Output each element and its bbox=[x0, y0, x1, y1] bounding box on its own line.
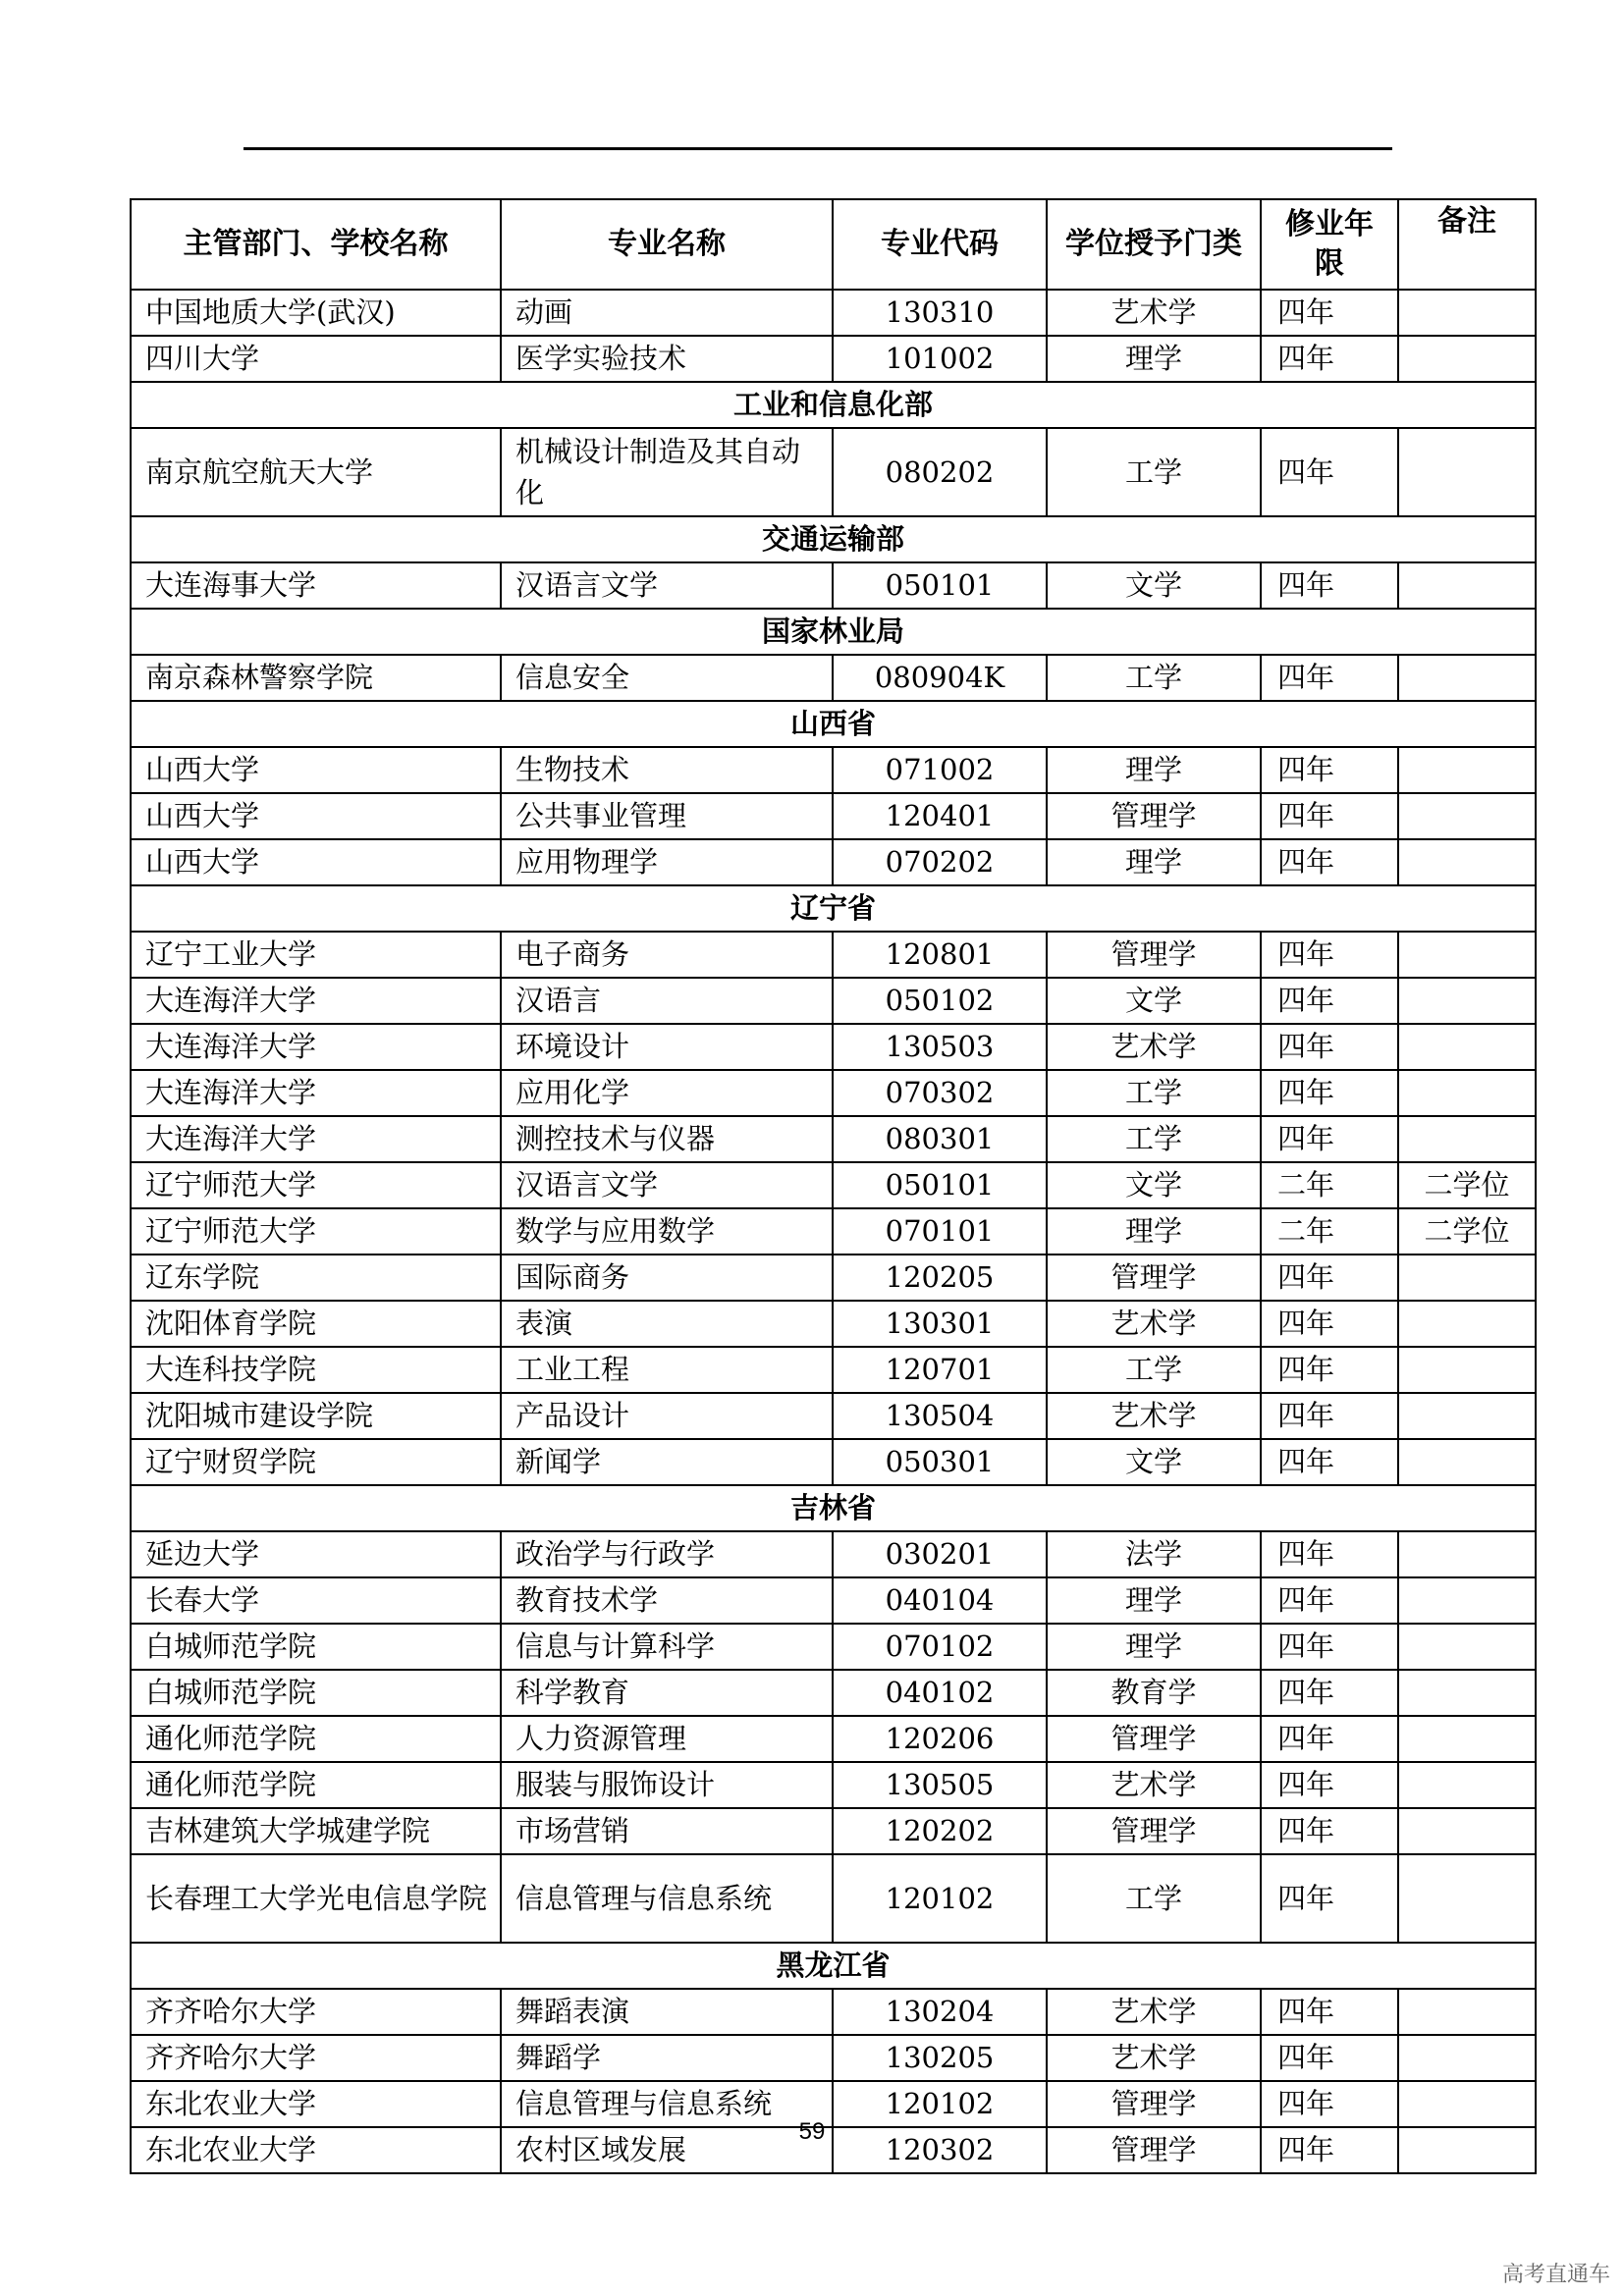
table-row bbox=[131, 2035, 1536, 2081]
table-row bbox=[131, 1670, 1536, 1716]
cell-school: 齐齐哈尔大学 bbox=[131, 1989, 501, 2035]
cell-major: 数学与应用数学 bbox=[501, 1208, 833, 1255]
cell-years: 四年 bbox=[1261, 1347, 1398, 1393]
cell-degree: 管理学 bbox=[1047, 1255, 1261, 1301]
cell-degree: 艺术学 bbox=[1047, 1393, 1261, 1439]
cell-note bbox=[1398, 290, 1536, 336]
cell-years: 四年 bbox=[1261, 747, 1398, 793]
cell-school: 长春理工大学光电信息学院 bbox=[131, 1854, 501, 1943]
cell-school: 延边大学 bbox=[131, 1531, 501, 1577]
cell-years: 四年 bbox=[1261, 1439, 1398, 1485]
cell-school: 辽东学院 bbox=[131, 1255, 501, 1301]
table-row bbox=[131, 1116, 1536, 1162]
cell-years: 四年 bbox=[1261, 1255, 1398, 1301]
cell-school: 通化师范学院 bbox=[131, 1716, 501, 1762]
section-title: 国家林业局 bbox=[131, 609, 1536, 655]
header-code: 专业代码 bbox=[833, 199, 1047, 290]
table-header-row bbox=[131, 199, 1536, 290]
cell-degree: 理学 bbox=[1047, 839, 1261, 885]
cell-years: 四年 bbox=[1261, 1670, 1398, 1716]
cell-years: 四年 bbox=[1261, 1762, 1398, 1808]
cell-years: 四年 bbox=[1261, 1808, 1398, 1854]
cell-code: 120205 bbox=[833, 1255, 1047, 1301]
cell-degree: 工学 bbox=[1047, 1070, 1261, 1116]
section-row bbox=[131, 382, 1536, 428]
cell-years: 四年 bbox=[1261, 2035, 1398, 2081]
cell-degree: 艺术学 bbox=[1047, 1762, 1261, 1808]
cell-major: 汉语言文学 bbox=[501, 562, 833, 609]
section-row bbox=[131, 609, 1536, 655]
cell-major: 汉语言 bbox=[501, 978, 833, 1024]
section-title: 工业和信息化部 bbox=[131, 382, 1536, 428]
section-title: 黑龙江省 bbox=[131, 1943, 1536, 1989]
cell-code: 120206 bbox=[833, 1716, 1047, 1762]
cell-school: 大连海洋大学 bbox=[131, 1070, 501, 1116]
cell-degree: 理学 bbox=[1047, 336, 1261, 382]
cell-degree: 理学 bbox=[1047, 747, 1261, 793]
watermark: 高考直通车 bbox=[1501, 2263, 1610, 2287]
section-row bbox=[131, 701, 1536, 747]
cell-school: 辽宁师范大学 bbox=[131, 1162, 501, 1208]
cell-note bbox=[1398, 562, 1536, 609]
cell-school: 山西大学 bbox=[131, 839, 501, 885]
cell-note bbox=[1398, 1116, 1536, 1162]
cell-note bbox=[1398, 1854, 1536, 1943]
cell-years: 四年 bbox=[1261, 1024, 1398, 1070]
table-row bbox=[131, 290, 1536, 336]
section-title: 山西省 bbox=[131, 701, 1536, 747]
cell-school: 长春大学 bbox=[131, 1577, 501, 1624]
cell-years: 四年 bbox=[1261, 1989, 1398, 2035]
cell-major: 动画 bbox=[501, 290, 833, 336]
cell-code: 070202 bbox=[833, 839, 1047, 885]
cell-code: 130504 bbox=[833, 1393, 1047, 1439]
cell-years: 四年 bbox=[1261, 290, 1398, 336]
cell-code: 040104 bbox=[833, 1577, 1047, 1624]
cell-school: 东北农业大学 bbox=[131, 2127, 501, 2173]
cell-major: 表演 bbox=[501, 1301, 833, 1347]
cell-note bbox=[1398, 336, 1536, 382]
section-title: 交通运输部 bbox=[131, 516, 1536, 562]
cell-note bbox=[1398, 1393, 1536, 1439]
header-note: 备注 bbox=[1398, 199, 1536, 290]
table-row bbox=[131, 655, 1536, 701]
cell-note bbox=[1398, 1024, 1536, 1070]
cell-major: 公共事业管理 bbox=[501, 793, 833, 839]
cell-degree: 文学 bbox=[1047, 1439, 1261, 1485]
cell-years: 四年 bbox=[1261, 2081, 1398, 2127]
cell-note bbox=[1398, 428, 1536, 516]
cell-note bbox=[1398, 1255, 1536, 1301]
cell-school: 东北农业大学 bbox=[131, 2081, 501, 2127]
cell-years: 四年 bbox=[1261, 562, 1398, 609]
cell-major: 应用物理学 bbox=[501, 839, 833, 885]
cell-major: 服装与服饰设计 bbox=[501, 1762, 833, 1808]
cell-years: 四年 bbox=[1261, 793, 1398, 839]
cell-code: 030201 bbox=[833, 1531, 1047, 1577]
cell-school: 南京森林警察学院 bbox=[131, 655, 501, 701]
cell-note bbox=[1398, 1989, 1536, 2035]
header-major: 专业名称 bbox=[501, 199, 833, 290]
cell-years: 四年 bbox=[1261, 932, 1398, 978]
cell-years: 四年 bbox=[1261, 655, 1398, 701]
cell-major: 信息安全 bbox=[501, 655, 833, 701]
cell-school: 齐齐哈尔大学 bbox=[131, 2035, 501, 2081]
cell-major: 医学实验技术 bbox=[501, 336, 833, 382]
cell-note bbox=[1398, 1439, 1536, 1485]
cell-degree: 工学 bbox=[1047, 1347, 1261, 1393]
cell-degree: 文学 bbox=[1047, 1162, 1261, 1208]
table-row bbox=[131, 1162, 1536, 1208]
cell-note bbox=[1398, 978, 1536, 1024]
section-row bbox=[131, 516, 1536, 562]
cell-school: 辽宁财贸学院 bbox=[131, 1439, 501, 1485]
cell-major: 生物技术 bbox=[501, 747, 833, 793]
table-row bbox=[131, 1577, 1536, 1624]
cell-code: 070102 bbox=[833, 1624, 1047, 1670]
cell-years: 四年 bbox=[1261, 1393, 1398, 1439]
cell-years: 二年 bbox=[1261, 1208, 1398, 1255]
cell-major: 新闻学 bbox=[501, 1439, 833, 1485]
table-row bbox=[131, 839, 1536, 885]
cell-degree: 教育学 bbox=[1047, 1670, 1261, 1716]
cell-note bbox=[1398, 655, 1536, 701]
cell-years: 四年 bbox=[1261, 1624, 1398, 1670]
cell-school: 中国地质大学(武汉) bbox=[131, 290, 501, 336]
cell-major: 政治学与行政学 bbox=[501, 1531, 833, 1577]
cell-degree: 管理学 bbox=[1047, 932, 1261, 978]
cell-major: 测控技术与仪器 bbox=[501, 1116, 833, 1162]
section-row bbox=[131, 1485, 1536, 1531]
section-row bbox=[131, 1943, 1536, 1989]
cell-years: 四年 bbox=[1261, 2127, 1398, 2173]
cell-note: 二学位 bbox=[1398, 1162, 1536, 1208]
table-row bbox=[131, 1439, 1536, 1485]
cell-school: 大连海洋大学 bbox=[131, 1024, 501, 1070]
cell-note bbox=[1398, 1716, 1536, 1762]
table-row bbox=[131, 1393, 1536, 1439]
cell-note bbox=[1398, 1531, 1536, 1577]
cell-note: 二学位 bbox=[1398, 1208, 1536, 1255]
cell-note bbox=[1398, 1577, 1536, 1624]
cell-code: 120701 bbox=[833, 1347, 1047, 1393]
cell-degree: 艺术学 bbox=[1047, 1989, 1261, 2035]
section-title: 吉林省 bbox=[131, 1485, 1536, 1531]
cell-school: 白城师范学院 bbox=[131, 1624, 501, 1670]
table-row bbox=[131, 1531, 1536, 1577]
cell-code: 080904K bbox=[833, 655, 1047, 701]
cell-degree: 管理学 bbox=[1047, 2127, 1261, 2173]
cell-code: 101002 bbox=[833, 336, 1047, 382]
cell-school: 南京航空航天大学 bbox=[131, 428, 501, 516]
cell-major: 人力资源管理 bbox=[501, 1716, 833, 1762]
table-row bbox=[131, 1624, 1536, 1670]
cell-note bbox=[1398, 747, 1536, 793]
major-table bbox=[130, 198, 1535, 2174]
cell-degree: 艺术学 bbox=[1047, 290, 1261, 336]
cell-degree: 理学 bbox=[1047, 1577, 1261, 1624]
table-row bbox=[131, 1716, 1536, 1762]
cell-major: 市场营销 bbox=[501, 1808, 833, 1854]
cell-degree: 工学 bbox=[1047, 1116, 1261, 1162]
cell-note bbox=[1398, 2035, 1536, 2081]
cell-school: 大连科技学院 bbox=[131, 1347, 501, 1393]
cell-note bbox=[1398, 932, 1536, 978]
cell-code: 120401 bbox=[833, 793, 1047, 839]
table-row bbox=[131, 1301, 1536, 1347]
header-school: 主管部门、学校名称 bbox=[131, 199, 501, 290]
header-degree: 学位授予门类 bbox=[1047, 199, 1261, 290]
table-row bbox=[131, 1808, 1536, 1854]
cell-degree: 管理学 bbox=[1047, 1808, 1261, 1854]
cell-major: 农村区域发展 bbox=[501, 2127, 833, 2173]
table-row bbox=[131, 428, 1536, 516]
cell-major: 机械设计制造及其自动化 bbox=[501, 428, 833, 516]
cell-degree: 工学 bbox=[1047, 428, 1261, 516]
cell-degree: 工学 bbox=[1047, 1854, 1261, 1943]
cell-code: 040102 bbox=[833, 1670, 1047, 1716]
cell-code: 120102 bbox=[833, 1854, 1047, 1943]
cell-code: 070101 bbox=[833, 1208, 1047, 1255]
cell-years: 四年 bbox=[1261, 1116, 1398, 1162]
cell-years: 四年 bbox=[1261, 1070, 1398, 1116]
cell-degree: 管理学 bbox=[1047, 1716, 1261, 1762]
cell-code: 070302 bbox=[833, 1070, 1047, 1116]
cell-major: 舞蹈表演 bbox=[501, 1989, 833, 2035]
cell-degree: 艺术学 bbox=[1047, 2035, 1261, 2081]
cell-years: 四年 bbox=[1261, 336, 1398, 382]
cell-degree: 法学 bbox=[1047, 1531, 1261, 1577]
cell-major: 信息管理与信息系统 bbox=[501, 1854, 833, 1943]
cell-code: 080202 bbox=[833, 428, 1047, 516]
section-title: 辽宁省 bbox=[131, 885, 1536, 932]
cell-years: 四年 bbox=[1261, 428, 1398, 516]
cell-school: 大连海洋大学 bbox=[131, 1116, 501, 1162]
cell-major: 环境设计 bbox=[501, 1024, 833, 1070]
cell-code: 120102 bbox=[833, 2081, 1047, 2127]
cell-degree: 工学 bbox=[1047, 655, 1261, 701]
cell-degree: 理学 bbox=[1047, 1624, 1261, 1670]
cell-school: 辽宁师范大学 bbox=[131, 1208, 501, 1255]
cell-note bbox=[1398, 1070, 1536, 1116]
cell-school: 大连海洋大学 bbox=[131, 978, 501, 1024]
top-rule bbox=[244, 147, 1392, 150]
cell-note bbox=[1398, 1762, 1536, 1808]
cell-major: 信息与计算科学 bbox=[501, 1624, 833, 1670]
cell-school: 吉林建筑大学城建学院 bbox=[131, 1808, 501, 1854]
header-years: 修业年限 bbox=[1261, 199, 1398, 290]
cell-major: 舞蹈学 bbox=[501, 2035, 833, 2081]
table-row bbox=[131, 336, 1536, 382]
cell-degree: 文学 bbox=[1047, 978, 1261, 1024]
cell-years: 二年 bbox=[1261, 1162, 1398, 1208]
table-row bbox=[131, 562, 1536, 609]
table-row bbox=[131, 1070, 1536, 1116]
cell-school: 白城师范学院 bbox=[131, 1670, 501, 1716]
cell-years: 四年 bbox=[1261, 1531, 1398, 1577]
table-row bbox=[131, 793, 1536, 839]
cell-code: 050301 bbox=[833, 1439, 1047, 1485]
cell-degree: 管理学 bbox=[1047, 2081, 1261, 2127]
cell-school: 辽宁工业大学 bbox=[131, 932, 501, 978]
cell-years: 四年 bbox=[1261, 1854, 1398, 1943]
cell-major: 国际商务 bbox=[501, 1255, 833, 1301]
cell-school: 大连海事大学 bbox=[131, 562, 501, 609]
cell-years: 四年 bbox=[1261, 1301, 1398, 1347]
cell-years: 四年 bbox=[1261, 839, 1398, 885]
cell-degree: 艺术学 bbox=[1047, 1301, 1261, 1347]
table-row bbox=[131, 1255, 1536, 1301]
table-row bbox=[131, 1347, 1536, 1393]
section-row bbox=[131, 885, 1536, 932]
cell-school: 沈阳体育学院 bbox=[131, 1301, 501, 1347]
cell-degree: 管理学 bbox=[1047, 793, 1261, 839]
table-row bbox=[131, 1854, 1536, 1943]
cell-code: 130310 bbox=[833, 290, 1047, 336]
cell-years: 四年 bbox=[1261, 978, 1398, 1024]
cell-code: 130505 bbox=[833, 1762, 1047, 1808]
cell-school: 沈阳城市建设学院 bbox=[131, 1393, 501, 1439]
cell-code: 130301 bbox=[833, 1301, 1047, 1347]
cell-code: 120801 bbox=[833, 932, 1047, 978]
table-row bbox=[131, 1762, 1536, 1808]
cell-code: 130503 bbox=[833, 1024, 1047, 1070]
major-list-table bbox=[130, 198, 1537, 2174]
cell-note bbox=[1398, 839, 1536, 885]
table-row bbox=[131, 1024, 1536, 1070]
cell-code: 050102 bbox=[833, 978, 1047, 1024]
cell-note bbox=[1398, 1808, 1536, 1854]
cell-school: 四川大学 bbox=[131, 336, 501, 382]
cell-school: 山西大学 bbox=[131, 793, 501, 839]
cell-note bbox=[1398, 1624, 1536, 1670]
cell-code: 050101 bbox=[833, 1162, 1047, 1208]
cell-major: 产品设计 bbox=[501, 1393, 833, 1439]
cell-code: 050101 bbox=[833, 562, 1047, 609]
cell-major: 应用化学 bbox=[501, 1070, 833, 1116]
table-body bbox=[131, 290, 1536, 2173]
table-row bbox=[131, 932, 1536, 978]
cell-major: 电子商务 bbox=[501, 932, 833, 978]
cell-years: 四年 bbox=[1261, 1577, 1398, 1624]
cell-code: 120302 bbox=[833, 2127, 1047, 2173]
cell-major: 教育技术学 bbox=[501, 1577, 833, 1624]
cell-major: 汉语言文学 bbox=[501, 1162, 833, 1208]
cell-school: 通化师范学院 bbox=[131, 1762, 501, 1808]
cell-code: 130205 bbox=[833, 2035, 1047, 2081]
cell-years: 四年 bbox=[1261, 1716, 1398, 1762]
cell-note bbox=[1398, 793, 1536, 839]
cell-school: 山西大学 bbox=[131, 747, 501, 793]
cell-major: 科学教育 bbox=[501, 1670, 833, 1716]
cell-degree: 艺术学 bbox=[1047, 1024, 1261, 1070]
table-row bbox=[131, 978, 1536, 1024]
cell-degree: 理学 bbox=[1047, 1208, 1261, 1255]
cell-note bbox=[1398, 1347, 1536, 1393]
cell-code: 130204 bbox=[833, 1989, 1047, 2035]
cell-code: 080301 bbox=[833, 1116, 1047, 1162]
page-number: 59 bbox=[798, 2118, 826, 2145]
table-row bbox=[131, 747, 1536, 793]
cell-degree: 文学 bbox=[1047, 562, 1261, 609]
cell-code: 120202 bbox=[833, 1808, 1047, 1854]
cell-major: 信息管理与信息系统 bbox=[501, 2081, 833, 2127]
cell-note bbox=[1398, 1301, 1536, 1347]
cell-code: 071002 bbox=[833, 747, 1047, 793]
table-row bbox=[131, 1208, 1536, 1255]
cell-major: 工业工程 bbox=[501, 1347, 833, 1393]
table-row bbox=[131, 1989, 1536, 2035]
cell-note bbox=[1398, 1670, 1536, 1716]
